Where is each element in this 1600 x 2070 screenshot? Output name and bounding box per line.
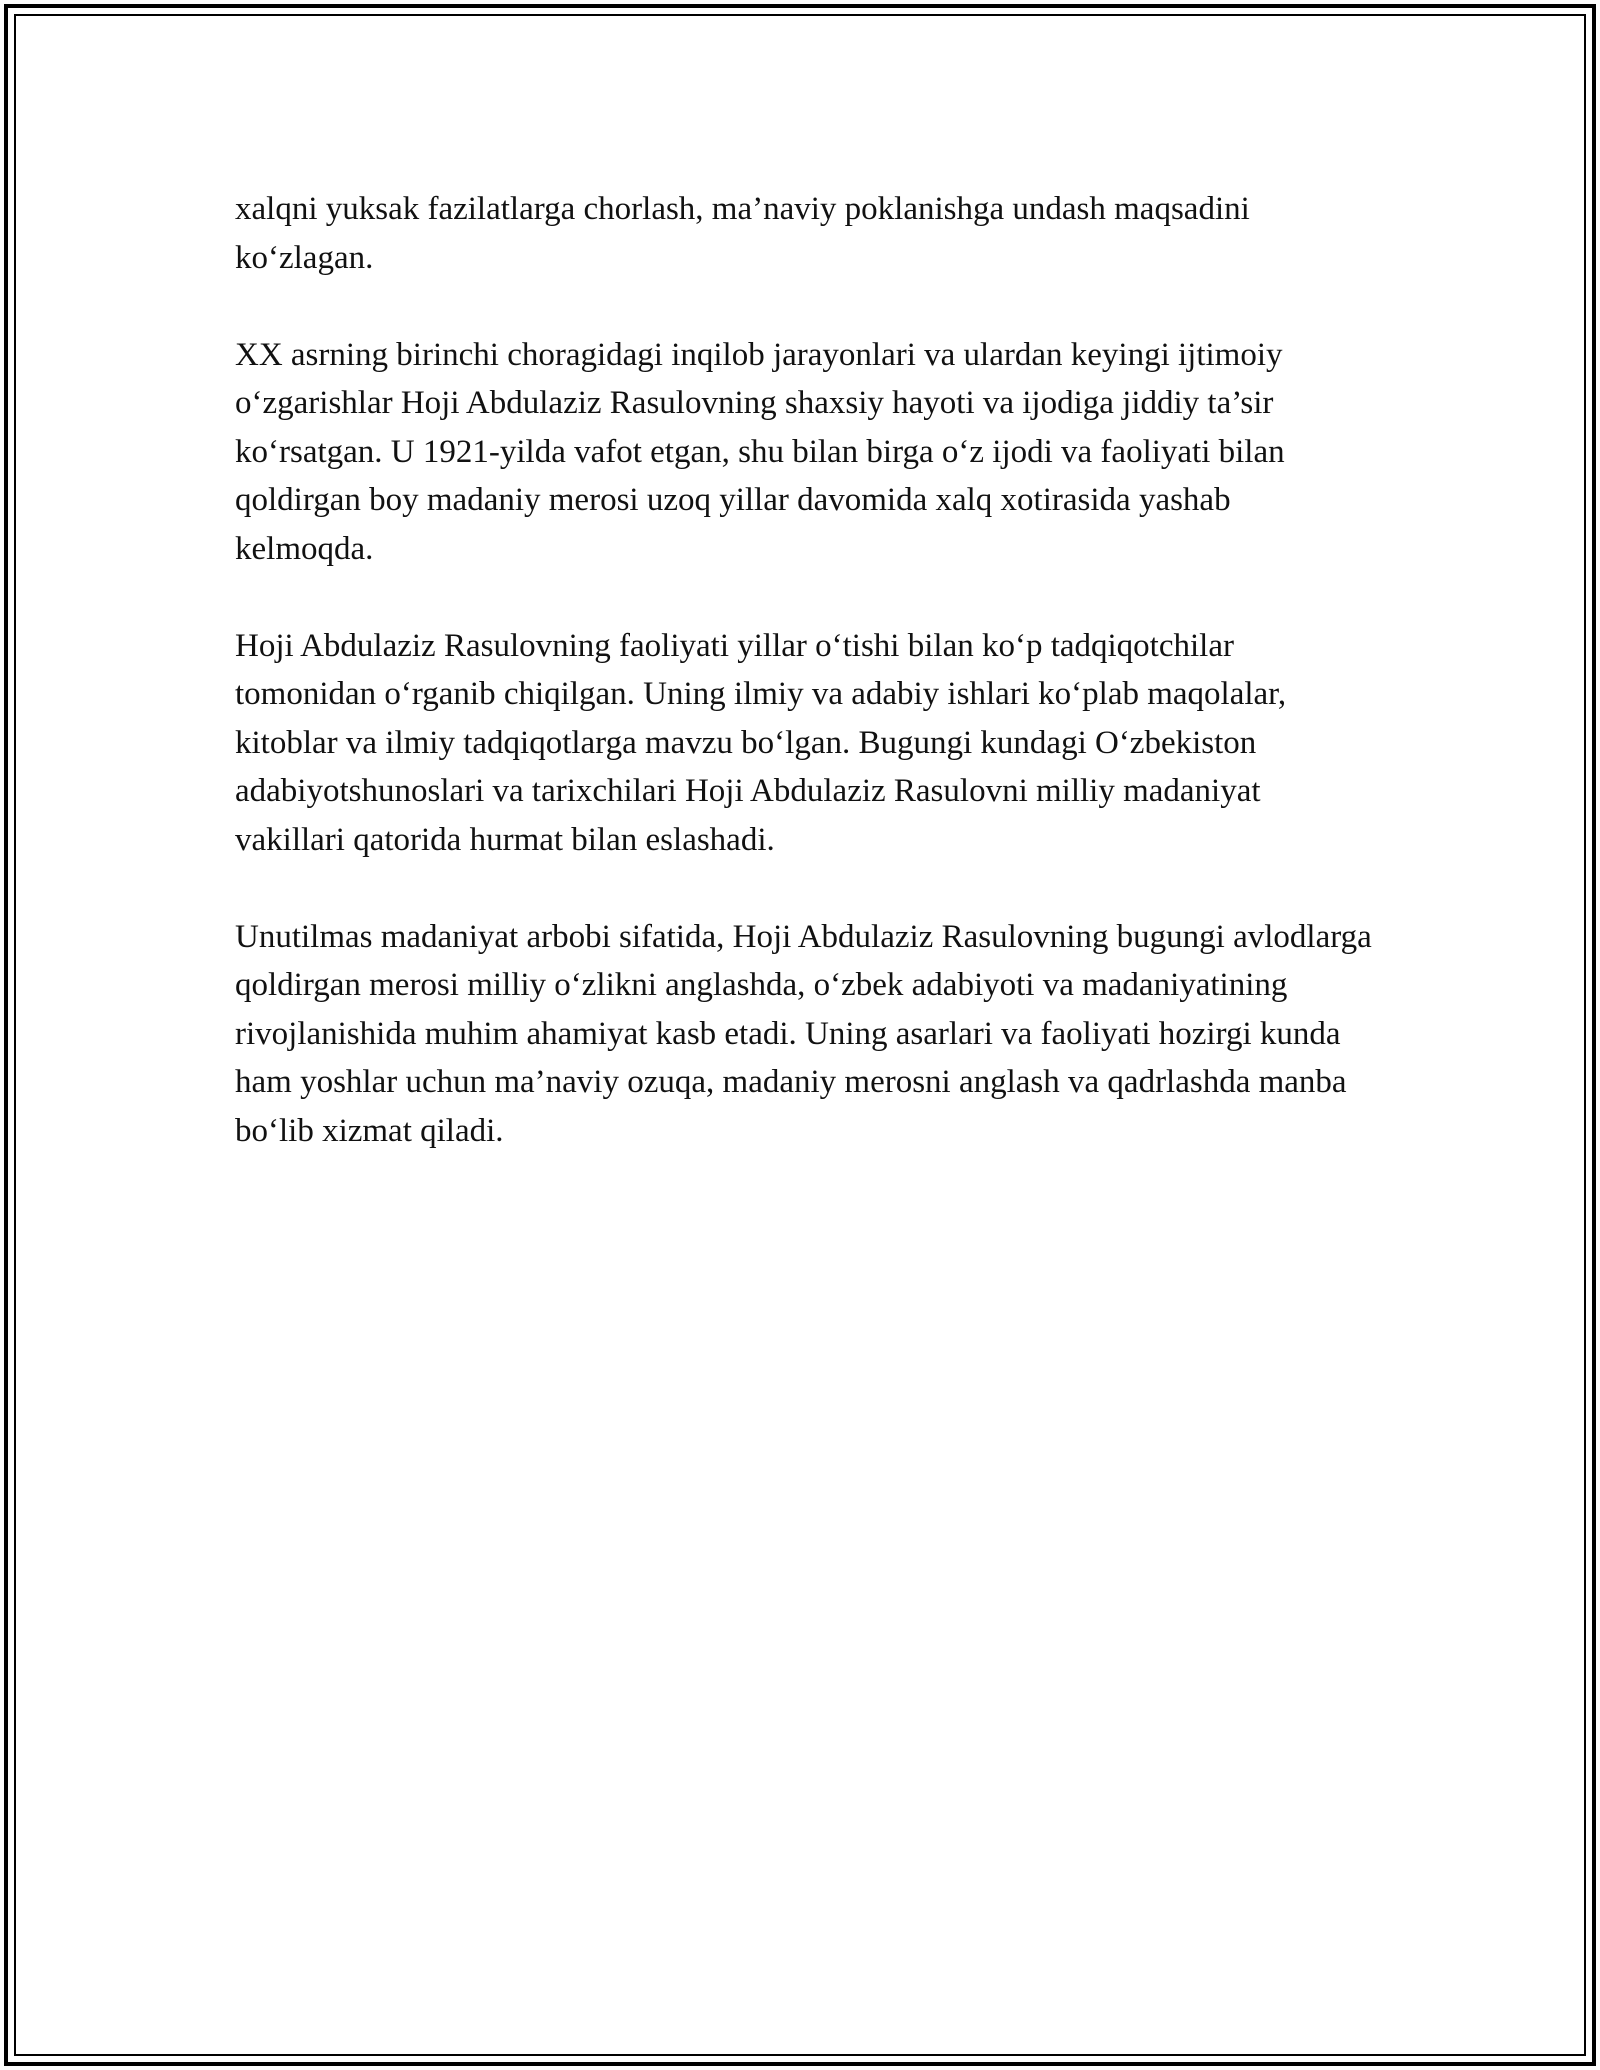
paragraph: XX asrning birinchi choragidagi inqilob jarayonlari va ulardan keyingi ijtimoiy o‘zgarishlar Hoji Abdulaziz Rasulovning shaxsiy hayoti va ijodiga jiddiy ta’sir ko‘rsatgan. U 1921-yilda vafot etgan, shu bilan birga o‘z ijodi va faoliyati bilan qoldirgan boy madaniy merosi uzoq yillar davomida xalq xotirasida yashab kelmoqda. <box>235 336 1285 567</box>
paragraph: xalqni yuksak fazilatlarga chorlash, ma’naviy poklanishga undash maqsadini ko‘zlagan. <box>235 191 1250 276</box>
document-body <box>235 185 1375 1204</box>
paragraph: Hoji Abdulaziz Rasulovning faoliyati yillar o‘tishi bilan ko‘p tadqiqotchilar tomonidan o‘rganib chiqilgan. Uning ilmiy va adabiy ishlari ko‘plab maqolalar, kitoblar va ilmiy tadqiqotlarga mavzu bo‘lgan. Bugungi kundagi O‘zbekiston adabiyotshunoslari va tarixchilari Hoji Abdulaziz Rasulovni milliy madaniyat vakillari qatorida hurmat bilan eslashadi. <box>235 627 1287 858</box>
paragraph: Unutilmas madaniyat arbobi sifatida, Hoji Abdulaziz Rasulovning bugungi avlodlarga qoldirgan merosi milliy o‘zlikni anglashda, o‘zbek adabiyoti va madaniyatining rivojlanishida muhim ahamiyat kasb etadi. Uning asarlari va faoliyati hozirgi kunda ham yoshlar uchun ma’naviy ozuqa, madaniy merosni anglash va qadrlashda manba bo‘lib xizmat qiladi. <box>235 918 1372 1149</box>
